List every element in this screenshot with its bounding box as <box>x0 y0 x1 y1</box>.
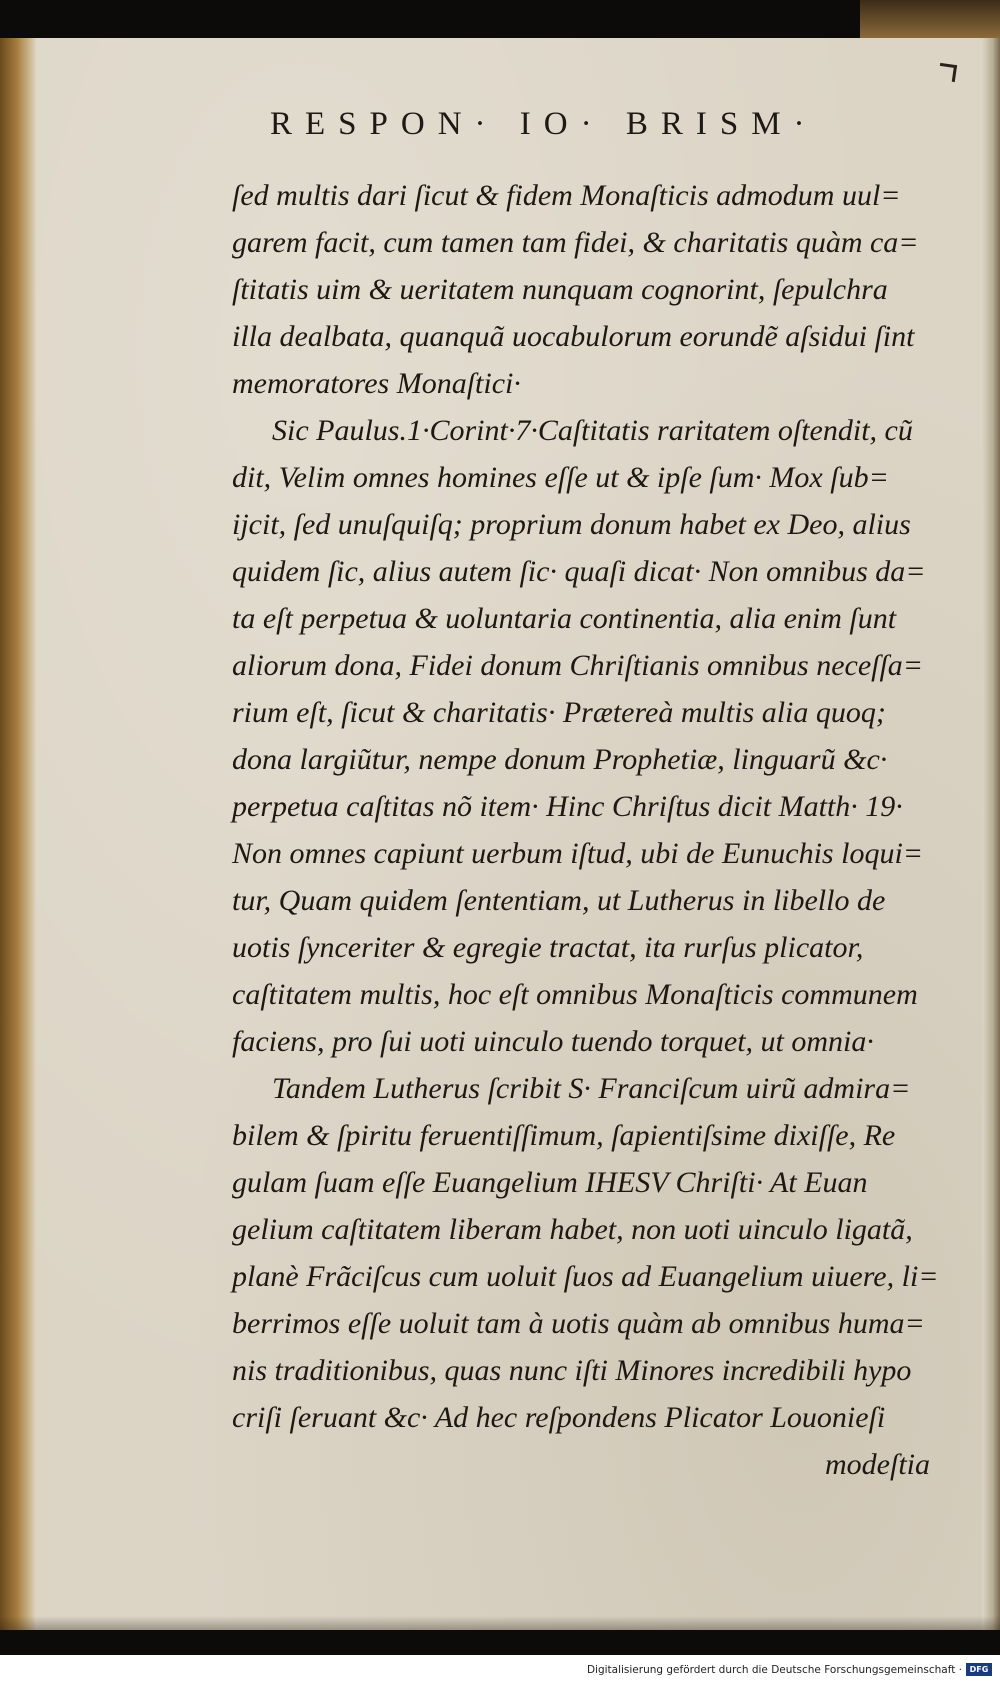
text-line: garem facit, cum tamen tam fidei, & charitatis quàm ca= <box>232 226 919 259</box>
text-line: berrimos eſſe uoluit tam à uotis quàm ab omnibus huma= <box>232 1307 925 1340</box>
text-line: quidem ſic, alius autem ſic· quaſi dicat· Non omnibus da= <box>232 555 926 588</box>
footer-bar <box>0 1655 1000 1684</box>
catchword: modeſtia <box>825 1448 930 1481</box>
text-line: uotis ſynceriter & egregie tractat, ita rurſus plicator, <box>232 931 864 964</box>
text-line: ſed multis dari ſicut & fidem Monaſticis admodum uul= <box>232 179 901 212</box>
page-bottom-shadow <box>0 1616 1000 1630</box>
paragraph-start-line: Tandem Lutherus ſcribit S· Franciſcum uirũ admira= <box>272 1072 911 1105</box>
text-line: faciens, pro ſui uoti uinculo tuendo torquet, ut omnia· <box>232 1025 874 1058</box>
text-line: ta eſt perpetua & uoluntaria continentia, alia enim ſunt <box>232 602 897 635</box>
corner-mark-icon <box>938 63 957 82</box>
paragraph-start-line: Sic Paulus.1·Corint·7·Caſtitatis raritatem oſtendit, cũ <box>272 414 913 447</box>
text-line: dona largiũtur, nempe donum Prophetiæ, linguarũ &c· <box>232 743 888 776</box>
text-line: planè Frãciſcus cum uoluit ſuos ad Euangelium uiuere, li= <box>232 1260 939 1293</box>
text-line: nis traditionibus, quas nunc iſti Minores incredibili hypo <box>232 1354 912 1387</box>
text-line: ijcit, ſed unuſquiſq; proprium donum habet ex Deo, alius <box>232 508 911 541</box>
text-line: bilem & ſpiritu feruentiſſimum, ſapientiſsime dixiſſe, Re <box>232 1119 896 1152</box>
text-line: criſi ſeruant &c· Ad hec reſpondens Plicator Louonieſi <box>232 1401 886 1434</box>
running-head: RESPON· IO· BRISM· <box>270 106 818 142</box>
text-line: gelium caſtitatem liberam habet, non uoti uinculo ligatã, <box>232 1213 913 1246</box>
text-line: aliorum dona, Fidei donum Chriſtianis omnibus neceſſa= <box>232 649 924 682</box>
text-line: tur, Quam quidem ſententiam, ut Lutherus in libello de <box>232 884 886 917</box>
text-line: perpetua caſtitas nõ item· Hinc Chriſtus dicit Matth· 19· <box>232 790 903 823</box>
text-line: dit, Velim omnes homines eſſe ut & ipſe ſum· Mox ſub= <box>232 461 889 494</box>
page-edge <box>982 38 1000 1630</box>
dfg-logo-icon: DFG <box>966 1663 992 1676</box>
text-line: caſtitatem multis, hoc eſt omnibus Monaſticis communem <box>232 978 918 1011</box>
text-line: gulam ſuam eſſe Euangelium IHESV Chriſti· At Euan <box>232 1166 868 1199</box>
text-line: memoratores Monaſtici· <box>232 367 521 400</box>
text-line: ſtitatis uim & ueritatem nunquam cognorint, ſepulchra <box>232 273 888 306</box>
text-line: Non omnes capiunt uerbum iſtud, ubi de Eunuchis loqui= <box>232 837 924 870</box>
text-line: illa dealbata, quanquã uocabulorum eorundẽ aſsidui ſint <box>232 320 915 353</box>
text-line: rium eſt, ſicut & charitatis· Prætereà multis alia quoq; <box>232 696 886 729</box>
funding-credit: Digitalisierung gefördert durch die Deutsche Forschungsgemeinschaft · <box>586 1664 962 1676</box>
next-page-edge <box>860 0 1000 38</box>
binding-gutter <box>0 38 36 1630</box>
body-text <box>232 172 939 1488</box>
